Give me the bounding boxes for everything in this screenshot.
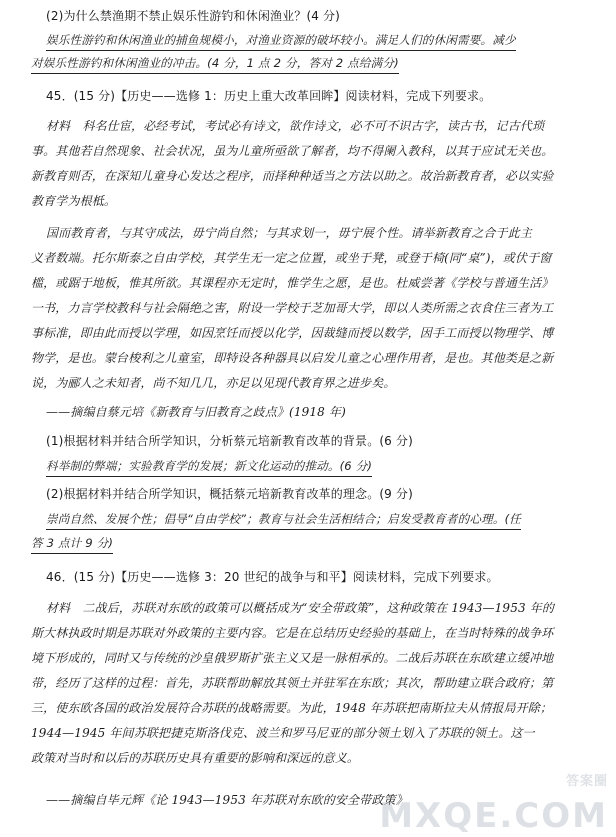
material-text-line: 新教育则否，在深知儿童身心发达之程序，而择种种适当之方法以助之。故治新教育者，必以实验 [31,169,554,183]
question-45-1-prompt: (1)根据材料并结合所学知识，分析蔡元培新教育改革的背景。(6 分) [46,434,413,448]
watermark-main-text: MXQE.COM [379,796,608,836]
material-text-line: 说，为郦人之未知者，尚不知几几，亦足以见现代教育界之进步矣。 [31,376,396,390]
material-text-line: 一书，力言学校教科与社会隔绝之害，附设一学校于芝加哥大学，即以人类所需之衣食住三者为工 [31,301,554,315]
material-text-line: 三，使东欧各国的政治发展符合苏联的战略需要。为此，1948 年苏联把南斯拉夫从情报局开除； [31,701,553,715]
material-text-line: 境下形成的，同时又与传统的沙皇俄罗斯扩张主义又是一脉相承的。二战后苏联在东欧建立缓冲地 [31,651,554,665]
material-text-line: 事标准，即由此而授以学理，如因烹饪而授以化学，因裁缝而授以数学，因手工而授以物理学、博 [31,326,554,340]
material-text-line: 事。其他若自然现象、社会状况，虽为儿童所亟欲了解者，均不得阑入教科，以其于应试无关也。 [31,144,554,158]
answer-line: 崇尚自然、发展个性；倡导“自由学校”；教育与社会生活相结合；启发受教育者的心理。(任 [46,510,521,530]
question-2-prompt: (2)为什么禁渔期不禁止娱乐性游钓和休闲渔业？(4 分) [46,9,341,23]
answer-line: 对娱乐性游钓和休闲渔业的冲击。(4 分，1 点 2 分，答对 2 点给满分) [31,54,399,74]
watermark-top-text: 答案圈 [565,774,608,789]
answer-line: 娱乐性游钓和休闲渔业的捕鱼规模小，对渔业资源的破坏较小。满足人们的休闲需要。减少 [46,31,516,51]
question-45-heading: 45．(15 分)【历史——选修 1：历史上重大改革回眸】阅读材料，完成下列要求。 [46,89,492,103]
material-source: ——摘编自蔡元培《新教育与旧教育之歧点》(1918 年) [46,405,346,419]
material-text-line: 材料 二战后，苏联对东欧的政策可以概括成为“安全带政策”，这种政策在 1943—1953 年的 [46,601,555,615]
material-text-line: 带，经历了这样的过程：首先，苏联帮助解放其领土并驻军在东欧；其次，帮助建立联合政府；第 [31,676,554,690]
material-source: ——摘编自毕元辉《论 1943—1953 年苏联对东欧的安全带政策》 [46,793,408,807]
question-45-2-prompt: (2)根据材料并结合所学知识，概括蔡元培新教育改革的理念。(9 分) [46,487,413,501]
material-text-line: 1944—1945 年间苏联把捷克斯洛伐克、波兰和罗马尼亚的部分领土划入了苏联的领土。这一 [31,726,535,740]
watermark-logo [379,765,608,836]
material-text-line: 义者数端。托尔斯泰之自由学校，其学生无一定之位置，或坐于凳，或登于椅(同“桌”)，或伏于窗 [31,251,552,265]
answer-line: 科举制的弊端；实验教育学的发展；新文化运动的推动。(6 分) [46,457,372,477]
answer-line: 答 3 点计 9 分) [31,534,113,554]
material-text-line: 斯大林执政时期是苏联对外政策的主要内容。它是在总结历史经验的基础上，在当时特殊的战争环 [31,626,554,640]
material-text-line: 教育学为根柢。 [31,194,117,208]
material-text-line: 物学，是也。蒙台梭利之儿童室，即特设各种器具以启发儿童之心理作用者，是也。其他类是之新 [31,351,554,365]
material-text-line: 国而教育者，与其守成法，毋宁尚自然；与其求划一，毋宁展个性。请举新教育之合于此主 [46,226,533,240]
material-text-line: 槛，或踞于地板，惟其所欲。其课程亦无定时，惟学生之愿，是也。杜威尝著《学校与普通生活》 [31,276,554,290]
question-46-heading: 46．(15 分)【历史——选修 3：20 世纪的战争与和平】阅读材料，完成下列要求。 [46,570,499,584]
material-text-line: 政策对当时和以后的苏联历史具有重要的影响和深远的意义。 [31,751,360,765]
material-text-line: 材料 科名仕宦，必经考试，考试必有诗文，欲作诗文，必不可不识古字，读古书，记古代琐 [46,119,545,133]
